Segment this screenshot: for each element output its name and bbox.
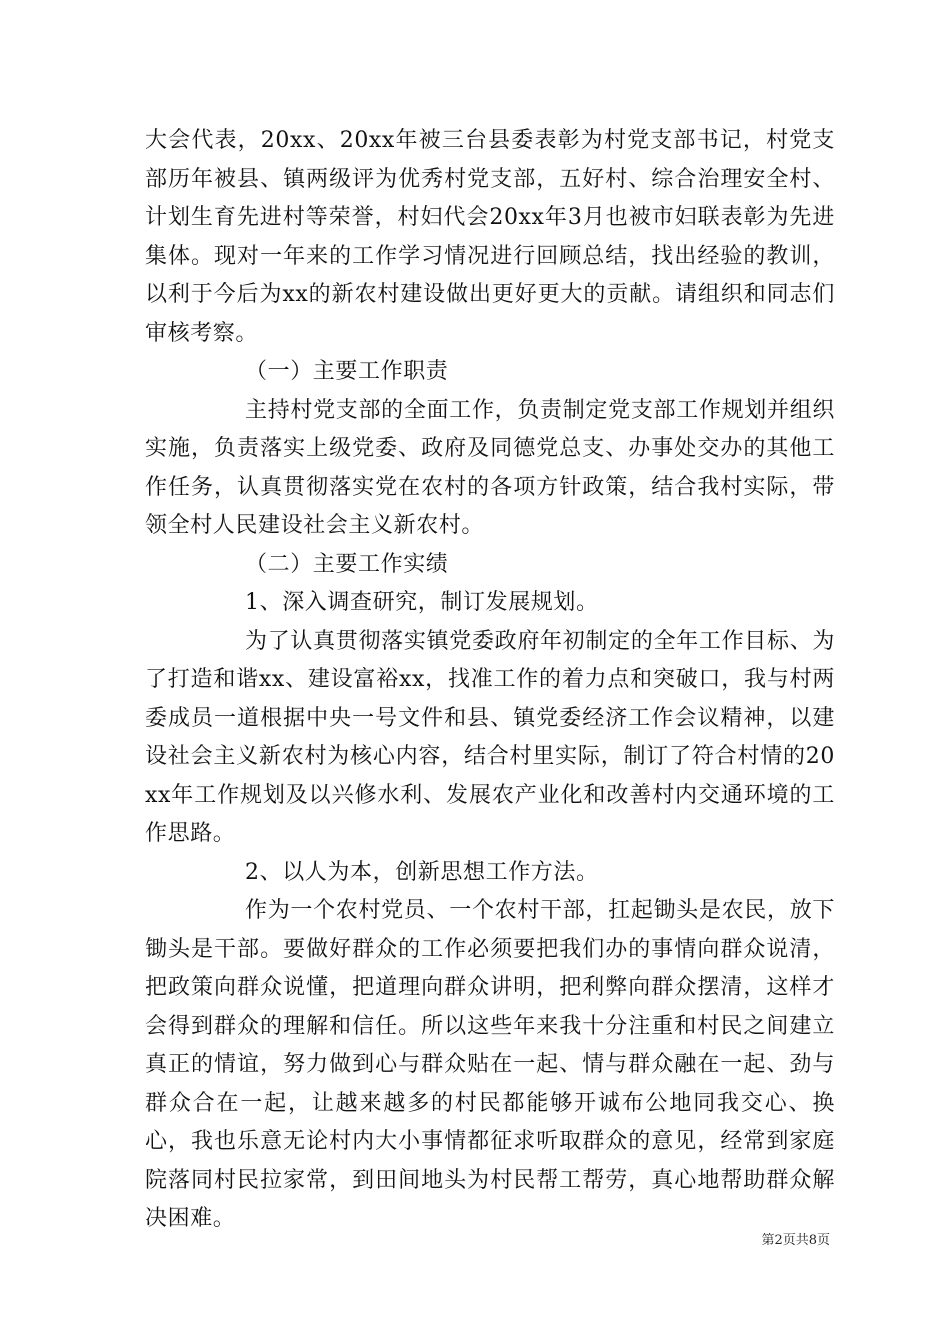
page-number-footer: 第2页共8页 xyxy=(761,1233,830,1248)
paragraph-duties: 主持村党支部的全面工作，负责制定党支部工作规划并组织实施，负责落实上级党委、政府及同德党总支、办事处交办的其他工作任务，认真贯彻落实党在农村的各项方针政策，结合我村实际，带领全村人民建设社会主义新农村。 xyxy=(145,397,835,538)
subheading-people-oriented: 2、以人为本，创新思想工作方法。 xyxy=(245,859,599,885)
paragraph-research: 为了认真贯彻落实镇党委政府年初制定的全年工作目标、为了打造和谐xx、建设富裕xx，找准工作的着力点和突破口，我与村两委成员一道根据中央一号文件和县、镇党委经济工作会议精神，以建设社会主义新农村为核心内容，结合村里实际，制订了符合村情的20xx年工作规划及以兴修水利、发展农产业化和改善村内交通环境的工作思路。 xyxy=(145,628,835,846)
section-heading-duties: （一）主要工作职责 xyxy=(245,359,449,384)
section-heading-achievements: （二）主要工作实绩 xyxy=(245,551,449,577)
paragraph-continued: 大会代表，20xx、20xx年被三台县委表彰为村党支部书记，村党支部历年被县、镇两级评为优秀村党支部，五好村、综合治理安全村、计划生育先进村等荣誉，村妇代会20xx年3月也被市妇联表彰为先进集体。现对一年来的工作学习情况进行回顾总结，找出经验的教训，以利于今后为xx的新农村建设做出更好更大的贡献。请组织和同志们审核考察。 xyxy=(145,128,835,346)
paragraph-people-oriented: 作为一个农村党员、一个农村干部，扛起锄头是农民，放下锄头是干部。要做好群众的工作必须要把我们办的事情向群众说清，把政策向群众说懂，把道理向群众讲明，把利弊向群众摆清，这样才会得到群众的理解和信任。所以这些年来我十分注重和村民之间建立真正的情谊，努力做到心与群众贴在一起、情与群众融在一起、劲与群众合在一起，让越来越多的村民都能够开诚布公地同我交心、换心，我也乐意无论村内大小事情都征求听取群众的意见，经常到家庭院落同村民拉家常，到田间地头为村民帮工帮劳，真心地帮助群众解决困难。 xyxy=(145,898,835,1231)
document-body xyxy=(145,122,835,1239)
subheading-research: 1、深入调查研究，制订发展规划。 xyxy=(245,590,599,615)
